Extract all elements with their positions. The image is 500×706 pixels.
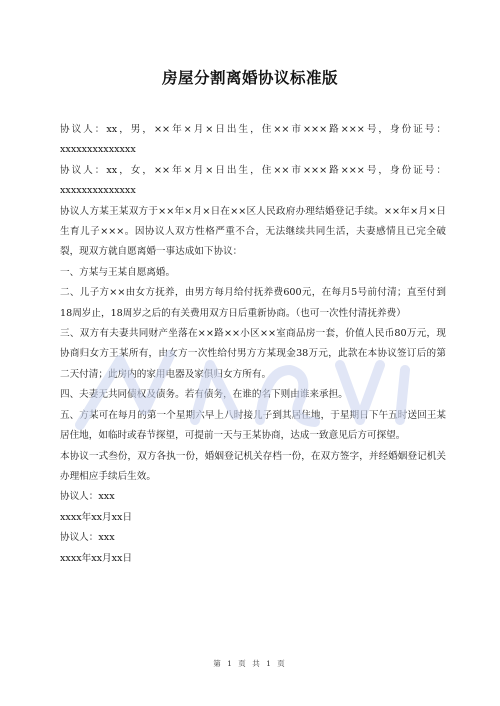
clause-1: 一、方某与王某自愿离婚。 [60, 266, 176, 278]
paragraph-preamble: 协议人方某王某双方于××年×月×日在××区人民政府办理结婚登记手续。××年×月×日生育儿子×××。因协议人双方性格严重不合，无法继续共同生活，夫妻感情且已完全破裂，现双方就自愿离婚一事达成如下协议： [60, 205, 446, 258]
signature-date-2: xxxx年xx月xx日 [60, 552, 133, 564]
signature-party-2: 协议人：xxx [60, 532, 115, 544]
paragraph-effectiveness: 本协议一式叁份，双方各执一份，婚姻登记机关存档一份，在双方签字，并经婚姻登记机关办理相应手续后生效。 [60, 450, 446, 482]
clause-2: 二、儿子方××由女方抚养，由男方每月给付抚养费600元，在每月5号前付清；直至付到18周岁止，18周岁之后的有关费用双方日后重新协商。（也可一次性付清抚养费） [60, 287, 446, 319]
clause-5: 五、方某可在每月的第一个星期六早上八时接儿子到其居住地，于星期日下午五时送回王某居住地，如临时或春节探望，可提前一天与王某协商，达成一致意见后方可探望。 [60, 409, 446, 442]
paragraph-party-1: 协议人：xx，男，××年×月×日出生，住××市×××路×××号，身份证号：xxxxxxxxxxxxxx [60, 124, 446, 156]
signature-party-1: 协议人：xxx [60, 491, 115, 503]
clause-4: 四、夫妻无共同债权及债务。若有债务，在谁的名下则由谁来承担。 [60, 389, 348, 401]
signature-date-1: xxxx年xx月xx日 [60, 511, 133, 523]
document-body [60, 120, 446, 569]
clause-3: 三、双方有夫妻共同财产坐落在××路××小区××室商品房一套，价值人民币80万元，现协商归女方王某所有，由女方一次性给付男方方某现金38万元，此款在本协议签订后的第二天付清；此房内的家用电器及家俱归女方所有。 [60, 328, 446, 380]
document-title: 房屋分割离婚协议标准版 [161, 69, 338, 87]
page-footer: 第 1 页 共 1 页 [213, 659, 287, 668]
paragraph-party-2: 协议人：xx，女，××年×月×日出生，住××市×××路×××号，身份证号：xxxxxxxxxxxxxx [60, 164, 446, 197]
